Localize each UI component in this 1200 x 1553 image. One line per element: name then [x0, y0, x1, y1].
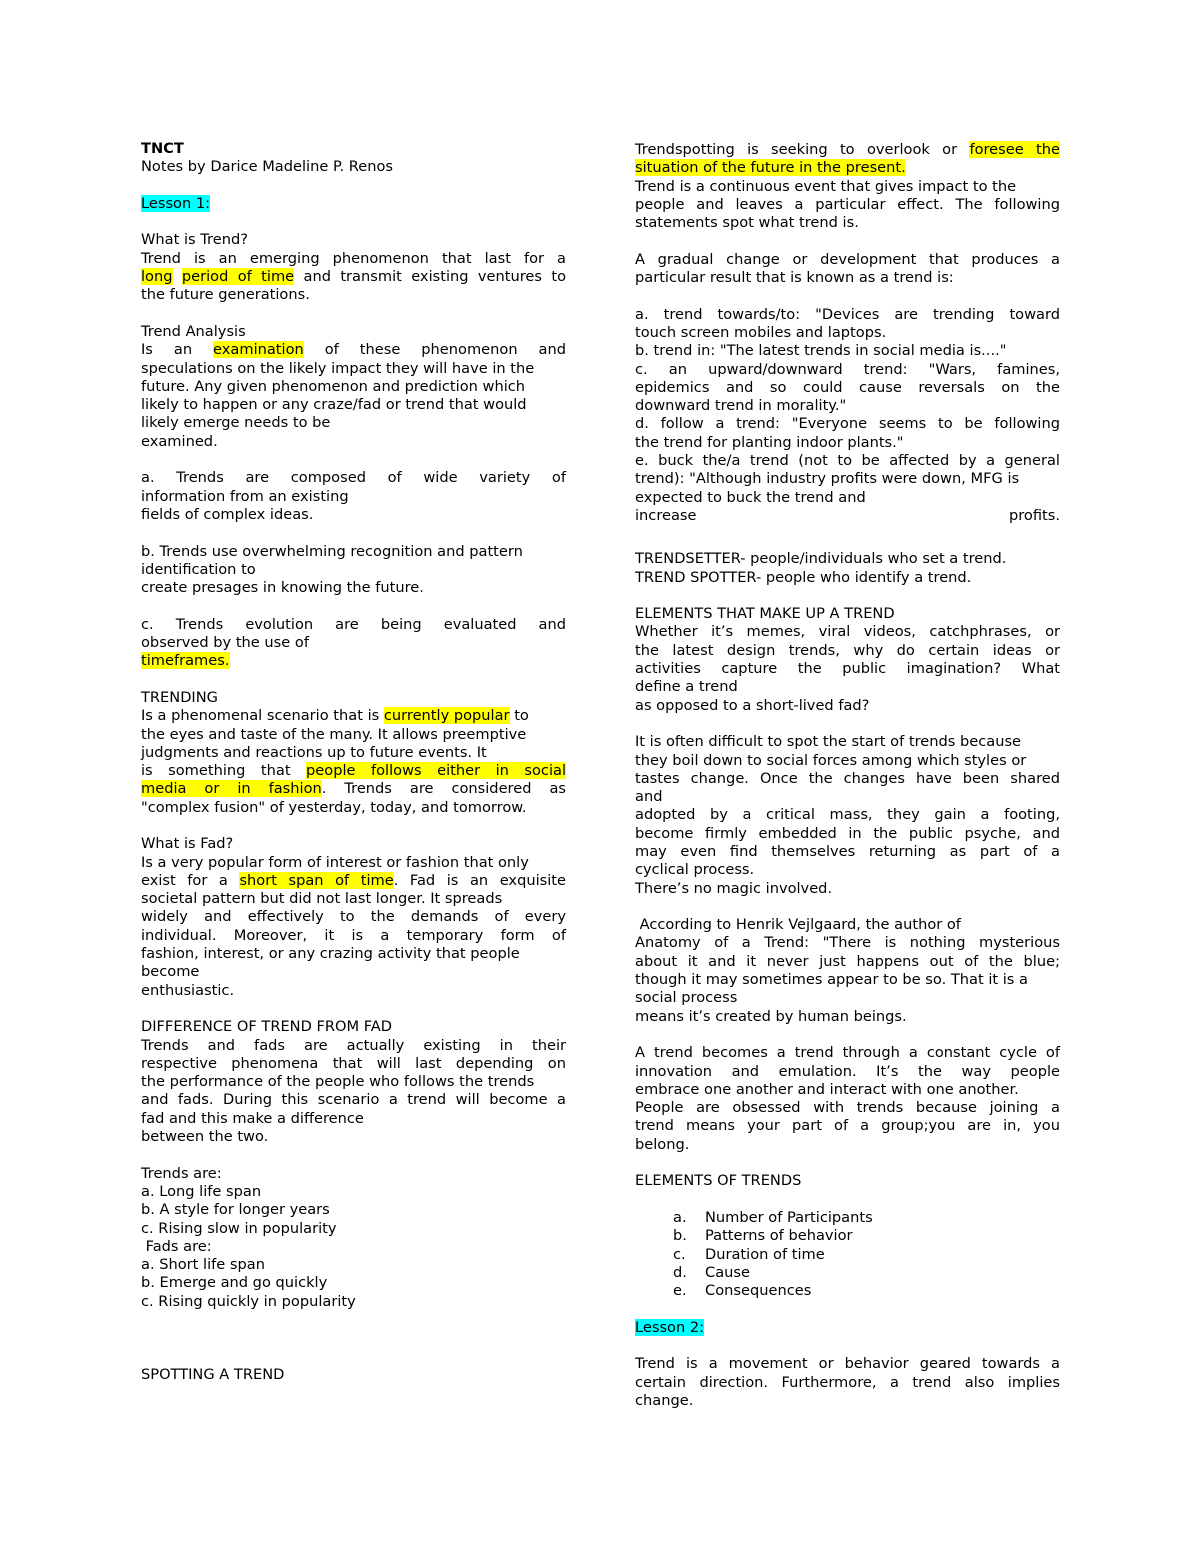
- lesson-1-heading: Lesson 1:: [141, 194, 211, 212]
- fad-line: exist for a short span of time. Fad is an exquisite: [141, 871, 566, 889]
- cycle-line: embrace one another and interact with one another.: [635, 1080, 1019, 1098]
- difficult-line: and: [635, 788, 663, 806]
- trending-line: media or in fashion. Trends are considered as: [141, 780, 566, 798]
- difficult-line: become firmly embedded in the public psyche, and: [635, 824, 1060, 842]
- trending-line: is something that people follows either in social: [141, 762, 566, 780]
- highlight: period of time: [181, 268, 295, 286]
- doc-title: TNCT: [141, 140, 184, 157]
- ta-line: examined.: [141, 432, 218, 450]
- usage-line: increase profits.: [635, 506, 1060, 524]
- usage-line: downward trend in morality.": [635, 397, 847, 415]
- difficult-line: There’s no magic involved.: [635, 879, 833, 897]
- point-b-line: b. Trends use overwhelming recognition and pattern: [141, 542, 523, 560]
- highlight: people follows either in social: [306, 762, 566, 780]
- usage-line: b. trend in: "The latest trends in social media is....": [635, 342, 1007, 360]
- usage-line: a. trend towards/to: "Devices are trending toward: [635, 305, 1060, 323]
- difference-line: respective phenomena that will last depending on: [141, 1054, 566, 1072]
- trend-def-line: Trend is an emerging phenomenon that last for a: [141, 249, 566, 267]
- elements-line: as opposed to a short-lived fad?: [635, 696, 870, 714]
- highlight: media or in fashion: [141, 780, 322, 798]
- gradual-line: particular result that is known as a trend is:: [635, 269, 954, 287]
- difficult-line: tastes change. Once the changes have been shared: [635, 769, 1060, 787]
- fad-line: societal pattern but did not last longer. It spreads: [141, 890, 503, 908]
- usage-line: e. buck the/a trend (not to be affected by a general: [635, 452, 1060, 470]
- difference-heading: DIFFERENCE OF TREND FROM FAD: [141, 1018, 392, 1036]
- trending-heading: TRENDING: [141, 688, 218, 706]
- difficult-line: It is often difficult to spot the start of trends because: [635, 733, 1022, 751]
- fad-line: enthusiastic.: [141, 981, 235, 999]
- highlight: long: [141, 268, 173, 286]
- ta-line: likely emerge needs to be: [141, 414, 331, 432]
- highlight: timeframes.: [141, 652, 230, 670]
- trend-analysis-heading: Trend Analysis: [141, 322, 246, 340]
- point-a-line: fields of complex ideas.: [141, 505, 314, 523]
- list-item: a. Number of Participants: [673, 1208, 873, 1226]
- usage-line: touch screen mobiles and laptops.: [635, 323, 887, 341]
- ts-line: Trendspotting is seeking to overlook or foresee the: [635, 141, 1060, 158]
- henrik-line: Anatomy of a Trend: "There is nothing mysterious: [635, 934, 1060, 952]
- ta-line: speculations on the likely impact they will have in the: [141, 359, 535, 377]
- spotting-heading: SPOTTING A TREND: [141, 1365, 285, 1383]
- difference-line: the performance of the people who follows the trends: [141, 1073, 535, 1091]
- list-item: b. Emerge and go quickly: [141, 1274, 328, 1292]
- gradual-line: A gradual change or development that produces a: [635, 250, 1060, 268]
- fad-line: widely and effectively to the demands of every: [141, 908, 566, 926]
- difference-line: between the two.: [141, 1128, 269, 1146]
- left-column: [141, 140, 566, 1384]
- trendspotter-def: TREND SPOTTER- people who identify a trend.: [635, 568, 972, 586]
- lesson2-line: Trend is a movement or behavior geared towards a: [635, 1355, 1060, 1373]
- elements-of-trends-heading: ELEMENTS OF TRENDS: [635, 1172, 802, 1190]
- trendsetter-def: TRENDSETTER- people/individuals who set a trend.: [635, 550, 1007, 568]
- fad-line: become: [141, 963, 200, 981]
- difficult-line: cyclical process.: [635, 861, 755, 879]
- point-c-line: c. Trends evolution are being evaluated and: [141, 615, 566, 633]
- list-item: c. Duration of time: [673, 1245, 825, 1263]
- difference-line: fad and this make a difference: [141, 1109, 364, 1127]
- fad-line: fashion, interest, or any crazing activity that people: [141, 945, 520, 963]
- lesson-2-heading: Lesson 2:: [635, 1318, 705, 1336]
- list-item: e. Consequences: [673, 1282, 812, 1300]
- elements-heading: ELEMENTS THAT MAKE UP A TREND: [635, 605, 895, 623]
- point-c-line: observed by the use of: [141, 634, 309, 652]
- elements-line: activities capture the public imagination? What: [635, 660, 1060, 678]
- elements-line: define a trend: [635, 678, 738, 696]
- henrik-line: social process: [635, 989, 738, 1007]
- difference-line: Trends and fads are actually existing in their: [141, 1036, 566, 1054]
- trending-line: judgments and reactions up to future events. It: [141, 743, 487, 761]
- trending-line: "complex fusion" of yesterday, today, and tomorrow.: [141, 798, 527, 816]
- cycle-line: innovation and emulation. It’s the way people: [635, 1062, 1060, 1080]
- cycle-line: trend means your part of a group;you are in, you: [635, 1117, 1060, 1135]
- list-item: c. Rising quickly in popularity: [141, 1292, 356, 1310]
- point-b-line: identification to: [141, 560, 256, 578]
- elements-line: Whether it’s memes, viral videos, catchphrases, or: [635, 623, 1060, 641]
- difficult-line: adopted by a critical mass, they gain a footing,: [635, 806, 1060, 824]
- henrik-line: According to Henrik Vejlgaard, the author of: [635, 916, 961, 934]
- list-item: a. Short life span: [141, 1256, 265, 1274]
- trending-line: Is a phenomenal scenario that is currently popular to: [141, 707, 529, 725]
- highlight: short span of time: [239, 871, 394, 889]
- usage-line: epidemics and so could cause reversals on the: [635, 378, 1060, 396]
- usage-line: expected to buck the trend and: [635, 488, 866, 506]
- fad-line: individual. Moreover, it is a temporary form of: [141, 926, 566, 944]
- trend-def-line: the future generations.: [141, 286, 310, 304]
- elements-line: the latest design trends, why do certain ideas or: [635, 641, 1060, 659]
- usage-line: the trend for planting indoor plants.": [635, 433, 904, 451]
- list-item: b. Patterns of behavior: [673, 1227, 853, 1245]
- fad-question: What is Fad?: [141, 835, 234, 853]
- highlight: currently popular: [383, 707, 510, 725]
- henrik-line: though it may sometimes appear to be so. That it is a: [635, 971, 1028, 989]
- fad-line: Is a very popular form of interest or fashion that only: [141, 853, 529, 871]
- ts-line: statements spot what trend is.: [635, 214, 859, 232]
- trend-def-line: long period of time and transmit existing ventures to: [141, 268, 566, 286]
- ta-line: likely to happen or any craze/fad or trend that would: [141, 396, 527, 414]
- henrik-line: about it and it never just happens out of the blue;: [635, 952, 1060, 970]
- list-item: c. Rising slow in popularity: [141, 1219, 337, 1237]
- lesson2-line: change.: [635, 1391, 694, 1409]
- highlight: situation of the future in the present.: [635, 159, 906, 177]
- ts-line: people and leaves a particular effect. The following: [635, 195, 1060, 213]
- point-b-line: create presages in knowing the future.: [141, 579, 424, 597]
- cycle-line: People are obsessed with trends because joining a: [635, 1099, 1060, 1117]
- elements-list: [635, 1209, 1060, 1300]
- ta-line: future. Any given phenomenon and prediction which: [141, 377, 526, 395]
- usage-line: c. an upward/downward trend: "Wars, famines,: [635, 360, 1060, 378]
- highlight: foresee the: [969, 141, 1060, 158]
- usage-line: d. follow a trend: "Everyone seems to be following: [635, 415, 1060, 433]
- ts-line: Trend is a continuous event that gives impact to the: [635, 177, 1017, 195]
- list-item: d. Cause: [673, 1263, 750, 1281]
- highlight: examination: [213, 341, 304, 359]
- difficult-line: may even find themselves returning as part of a: [635, 842, 1060, 860]
- henrik-line: means it’s created by human beings.: [635, 1007, 907, 1025]
- cycle-line: A trend becomes a trend through a constant cycle of: [635, 1044, 1060, 1062]
- trend-question: What is Trend?: [141, 231, 248, 249]
- trends-are-label: Trends are:: [141, 1164, 222, 1182]
- point-a-line: information from an existing: [141, 487, 349, 505]
- trending-line: the eyes and taste of the many. It allows preemptive: [141, 725, 527, 743]
- fads-are-label: Fads are:: [141, 1237, 212, 1255]
- author-line: Notes by Darice Madeline P. Renos: [141, 158, 394, 176]
- ta-line: Is an examination of these phenomenon and: [141, 341, 566, 359]
- cycle-line: belong.: [635, 1135, 690, 1153]
- point-a-line: a. Trends are composed of wide variety of: [141, 469, 566, 487]
- list-item: b. A style for longer years: [141, 1201, 330, 1219]
- difference-line: and fads. During this scenario a trend will become a: [141, 1091, 566, 1109]
- right-column: [635, 141, 1060, 1410]
- lesson2-line: certain direction. Furthermore, a trend also implies: [635, 1373, 1060, 1391]
- usage-line: trend): "Although industry profits were down, MFG is: [635, 470, 1020, 488]
- difficult-line: they boil down to social forces among which styles or: [635, 751, 1027, 769]
- list-item: a. Long life span: [141, 1182, 262, 1200]
